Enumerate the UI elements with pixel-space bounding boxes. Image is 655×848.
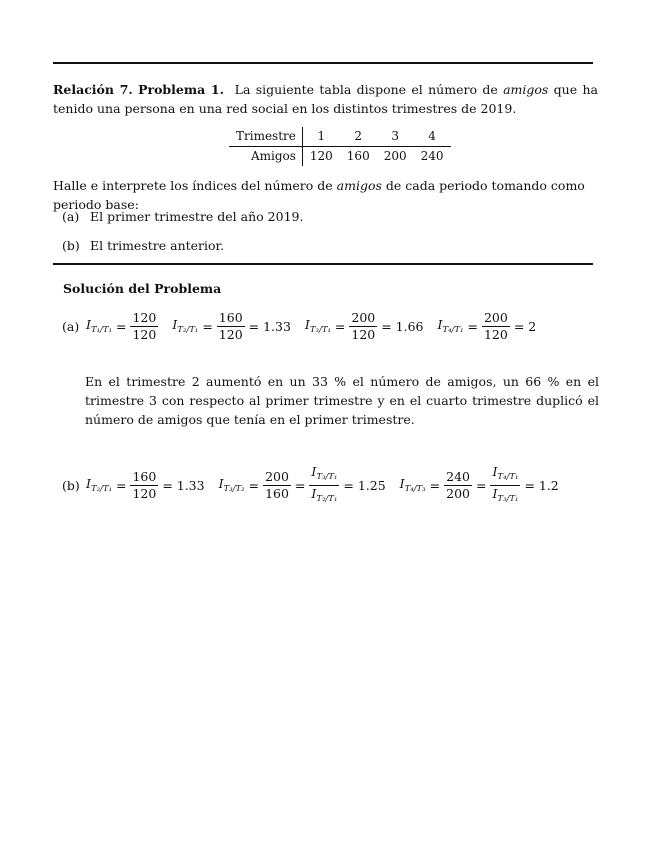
table-cell: 160: [346, 149, 370, 163]
index-term: $I_{T_3/T_1}$ = $\frac{200}{120}$ = 1.66: [304, 309, 424, 342]
problema-label: Problema 1.: [138, 82, 224, 97]
section-rule: [53, 263, 593, 265]
top-rule: [53, 62, 593, 64]
index-result: = 2: [513, 318, 537, 334]
index-result: = 1.33: [162, 477, 205, 493]
index-term: $I_{T_3/T_2}$ = $\frac{200}{160}$ = $\frac{I_{T_3/T_1}}{I_{T_2/T_1}}$ = 1.25: [218, 463, 386, 504]
ratio-fraction: $\frac{I_{T_3/T_1}}{I_{T_2/T_1}}$: [311, 463, 338, 504]
problem-statement: [53, 80, 598, 118]
fraction: $\frac{200}{120}$: [351, 309, 376, 342]
index-result: = 1.33: [248, 318, 291, 334]
index-term: $I_{T_4/T_1}$ = $\frac{200}{120}$ = 2: [437, 309, 537, 342]
index-symbol: $I_{T_1/T_1}$: [86, 317, 112, 335]
item-label: (a): [62, 209, 80, 224]
table-row-amigos: [229, 147, 451, 167]
solution-b-equations: [62, 463, 573, 504]
index-result: = 1.25: [343, 477, 386, 493]
fraction: $\frac{200}{120}$: [483, 309, 508, 342]
index-symbol: $I_{T_2/T_1}$: [172, 317, 199, 335]
relacion-label: Relación 7.: [53, 82, 133, 97]
intro-em: amigos: [503, 82, 549, 97]
solution-label: (b): [62, 477, 80, 493]
question-item-a: [62, 207, 303, 226]
table-header-amigos: Amigos: [229, 147, 302, 167]
index-term: $I_{T_4/T_3}$ = $\frac{240}{200}$ = $\frac{I_{T_4/T_1}}{I_{T_3/T_1}}$ = 1.2: [399, 463, 559, 504]
index-symbol: $I_{T_3/T_2}$: [218, 476, 245, 494]
table-cell: 240: [420, 149, 444, 163]
item-label: (b): [62, 238, 80, 253]
fraction: $\frac{160}{120}$: [132, 468, 157, 501]
table-cell: 4: [414, 127, 451, 147]
intro-text-pre: La siguiente tabla dispone el número de: [234, 82, 498, 97]
fraction: $\frac{120}{120}$: [132, 309, 157, 342]
fraction: $\frac{200}{160}$: [265, 468, 289, 501]
amigos-table: [229, 127, 451, 166]
interpretation-text: En el trimestre 2 aumentó en un 33 % el número de amigos, un 66 % en el trimestre 3 con respecto al primer trimestre y en el cuarto trimestre duplicó el número de amigos que tenía en el primer trimestre.: [85, 374, 599, 427]
solution-label: (a): [62, 318, 80, 334]
item-text: El primer trimestre del año 2019.: [89, 209, 304, 224]
item-text: El trimestre anterior.: [89, 238, 225, 253]
index-result: = 1.2: [524, 477, 559, 493]
question-post: de cada periodo tomando como periodo base:: [53, 178, 585, 212]
table-cell: 2: [340, 127, 377, 147]
table-header-trimestre: Trimestre: [229, 127, 302, 147]
index-term: $I_{T_2/T_1}$ = $\frac{160}{120}$ = 1.33: [172, 309, 291, 342]
index-term: $I_{T_2/T_1}$ = $\frac{160}{120}$ = 1.33: [86, 468, 205, 501]
table-cell: 200: [383, 149, 407, 163]
question-em: amigos: [336, 178, 382, 193]
table-row-trimestre: [229, 127, 451, 147]
table-cell: 1: [302, 127, 339, 147]
table-cell: 120: [309, 149, 333, 163]
ratio-fraction: $\frac{I_{T_4/T_1}}{I_{T_3/T_1}}$: [492, 463, 519, 504]
solution-title: Solución del Problema: [63, 281, 222, 296]
intro-text-post: que ha tenido una persona en una red social en los distintos trimestres de 2019.: [53, 82, 598, 116]
index-result: = 1.66: [381, 318, 424, 334]
fraction: $\frac{240}{200}$: [446, 468, 470, 501]
question-item-b: [62, 236, 224, 255]
index-symbol: $I_{T_2/T_1}$: [86, 476, 112, 494]
index-symbol: $I_{T_3/T_1}$: [304, 317, 331, 335]
index-symbol: $I_{T_4/T_3}$: [399, 476, 426, 494]
question-pre: Halle e interprete los índices del número de: [53, 178, 333, 193]
solution-a-equations: [62, 307, 550, 345]
index-term: $I_{T_1/T_1}$ = $\frac{120}{120}$: [86, 309, 157, 342]
table-cell: 3: [377, 127, 414, 147]
index-symbol: $I_{T_4/T_1}$: [437, 317, 464, 335]
fraction: $\frac{160}{120}$: [218, 309, 243, 342]
